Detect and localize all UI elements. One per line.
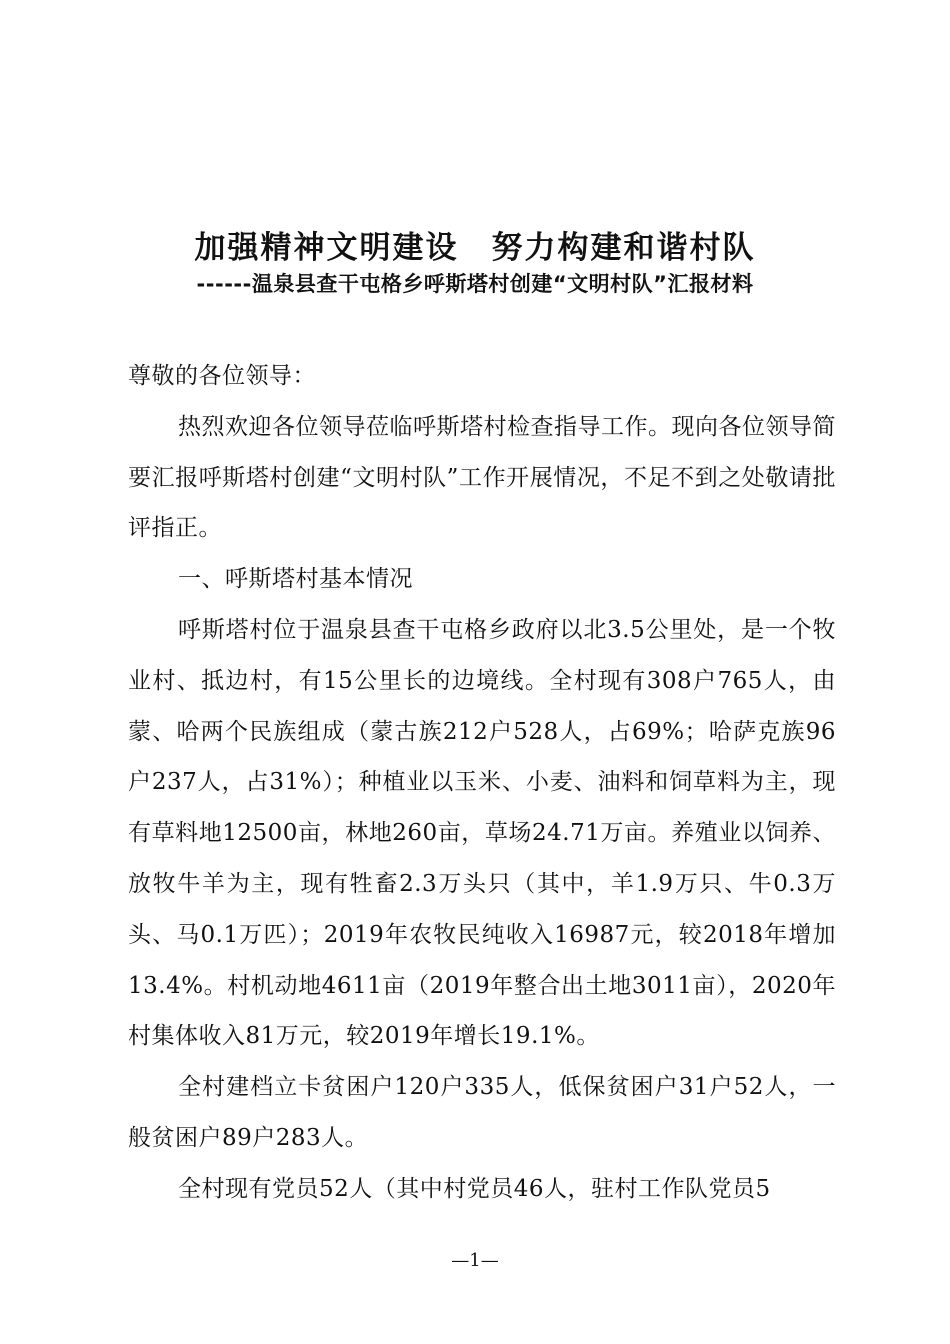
document-title: 加强精神文明建设 努力构建和谐村队 [194,230,756,266]
salutation: 尊敬的各位领导： [128,363,316,389]
paragraph-basic-info: 呼斯塔村位于温泉县查干屯格乡政府以北3.5公里处，是一个牧业村、抵边村，有15公里长的边境线。全村现有308户765人，由蒙、哈两个民族组成（蒙古族212户528人，占69%；哈萨克族96户237人，占31%）；种植业以玉米、小麦、油料和饲草料为主，现有草料地12500亩，林地260亩，草场24.71万亩。养殖业以饲养、放牧牛羊为主，现有牲畜2.3万头只（其中，羊1.9万只、牛0.3万头、马0.1万匹）；2019年农牧民纯收入16987元，较2018年增加13.4%。村机动地4611亩（2019年整合出土地3011亩），2020年村集体收入81万元，较2019年增长19.1%。 [128,616,836,1050]
paragraph-poverty: 全村建档立卡贫困户120户335人，低保贫困户31户52人，一般贫困户89户283人。 [128,1074,836,1151]
document-body [128,351,836,1215]
paragraph-party-members: 全村现有党员52人（其中村党员46人，驻村工作队党员5 [178,1175,771,1202]
document-subtitle: ------温泉县查干屯格乡呼斯塔村创建“文明村队”汇报材料 [196,272,754,296]
paragraph-intro: 热烈欢迎各位领导莅临呼斯塔村检查指导工作。现向各位领导简要汇报呼斯塔村创建“文明村队”工作开展情况，不足不到之处敬请批评指正。 [128,413,836,542]
page-number: —1— [451,1250,499,1271]
section-heading: 一、呼斯塔村基本情况 [178,566,413,593]
